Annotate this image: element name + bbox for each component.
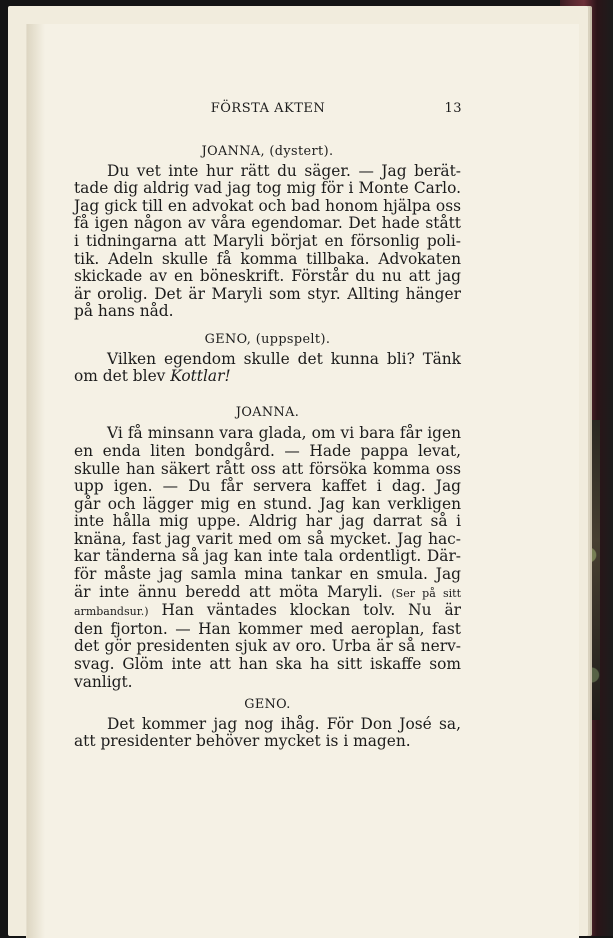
page-text — [74, 143, 461, 756]
speaker-heading — [74, 331, 461, 349]
speech-paragraph — [74, 716, 461, 751]
text-line: upp igen. — Du får servera kaffet i dag. Jag — [74, 477, 461, 496]
text-line: i tidningarna att Maryli börjat en försonlig poli- — [74, 231, 461, 250]
text-line: skulle han säkert rått oss att försöka komma oss — [74, 459, 461, 478]
speech-paragraph — [74, 351, 461, 386]
speaker-heading — [74, 404, 461, 422]
speaker-name: JOANNA, — [201, 144, 265, 159]
text-line: Vilken egendom skulle det kunna bli? Tänk — [107, 349, 461, 368]
text-line: att presidenter behöver mycket is i magen. — [74, 732, 411, 751]
stage-direction-inline: (Ser på sitt — [391, 586, 461, 600]
stage-direction: (dystert). — [269, 144, 334, 159]
text-line: är orolig. Det är Maryli som styr. Allting hänger — [74, 284, 461, 303]
text-line: en enda liten bondgård. — Hade pappa levat, — [74, 441, 461, 460]
text-line: kar tänderna så jag kan inte tala ordentligt. Där- — [74, 547, 461, 566]
speaker-heading — [74, 143, 461, 161]
stage-direction: (uppspelt). — [255, 331, 331, 347]
text-line: tade dig aldrig vad jag tog mig för i Monte Carlo. — [74, 179, 461, 198]
text-fragment: Han väntades klockan tolv. Nu är — [161, 601, 461, 620]
stage-direction-inline: armbandsur.) — [74, 605, 149, 619]
speaker-name: JOANNA. — [235, 404, 300, 420]
emphasized-text: Kottlar! — [170, 367, 231, 386]
text-fragment: om det blev — [74, 367, 171, 386]
speaker-name: GENO, — [204, 331, 252, 347]
text-line: knäna, fast jag varit med om så mycket. Jag hac- — [74, 529, 461, 548]
speaker-heading — [74, 696, 461, 714]
text-line — [74, 602, 461, 621]
speech-paragraph — [74, 163, 461, 321]
text-line: för måste jag samla mina tankar en smula. Jag — [74, 565, 461, 584]
page-number: 13 — [444, 101, 462, 116]
text-line: det gör presidenten sjuk av oro. Urba är så nerv- — [74, 637, 461, 656]
text-line: Jag gick till en advokat och bad honom hjälpa oss — [74, 196, 461, 215]
text-line: vanligt. — [74, 672, 133, 691]
text-line: inte hålla mig uppe. Aldrig har jag darrat så i — [74, 512, 461, 531]
text-line: Det kommer jag nog ihåg. För Don José sa, — [107, 714, 461, 733]
text-fragment: är inte ännu beredd att möta Maryli. — [74, 582, 383, 601]
text-line: Vi få minsann vara glada, om vi bara får igen — [107, 424, 461, 443]
text-line — [74, 368, 461, 386]
running-head — [74, 101, 462, 123]
page-gutter — [27, 24, 45, 938]
speech-paragraph — [74, 425, 461, 691]
text-line — [74, 584, 461, 603]
text-line: den fjorton. — Han kommer med aeroplan, fast — [74, 619, 461, 638]
text-line: Du vet inte hur rätt du säger. — Jag berät- — [107, 161, 461, 180]
running-head-title: FÖRSTA AKTEN — [210, 101, 326, 116]
text-line: svag. Glöm inte att han ska ha sitt iskaffe som — [74, 655, 461, 674]
text-line: på hans nåd. — [74, 302, 174, 321]
text-line: få igen någon av våra egendomar. Det hade stått — [74, 214, 461, 233]
text-line: skickade av en böneskrift. Förstår du nu att jag — [74, 267, 461, 286]
speaker-name: GENO. — [244, 697, 291, 713]
text-line: går och lägger mig en stund. Jag kan verkligen — [74, 494, 461, 513]
text-line: tik. Adeln skulle få komma tillbaka. Advokaten — [74, 249, 461, 268]
